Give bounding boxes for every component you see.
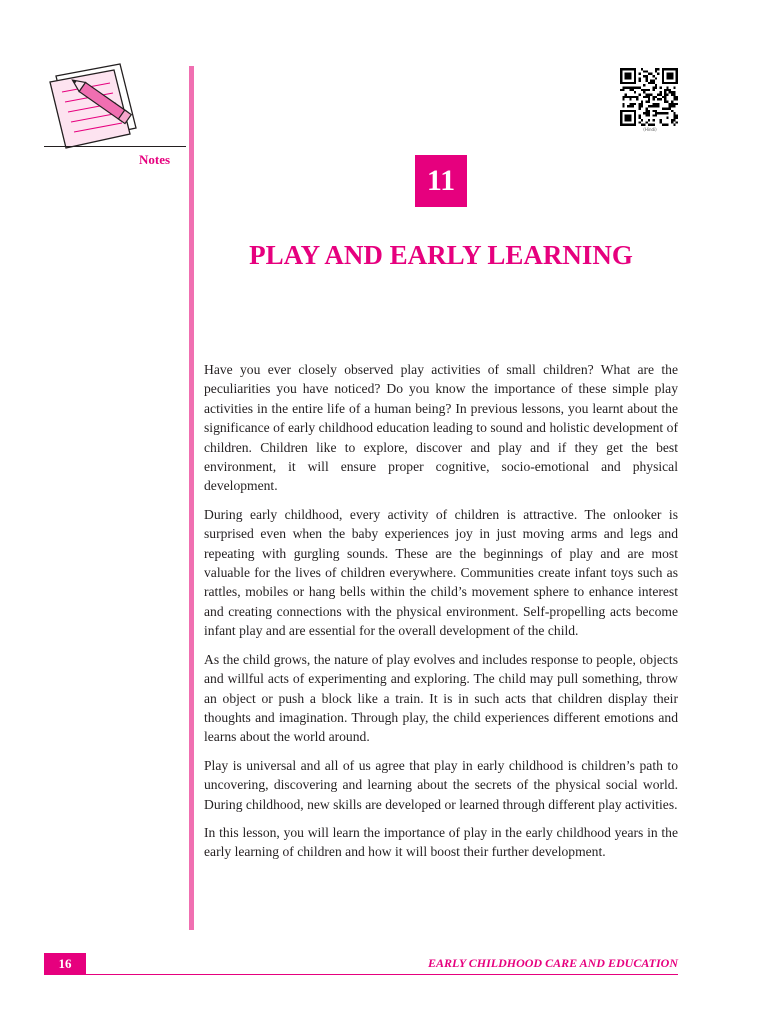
body-paragraph: In this lesson, you will learn the importance of play in the early childhood years in the early learning of children and how it will boost their further development.: [204, 824, 678, 860]
body-paragraph: Have you ever closely observed play activities of small children? What are the peculiarities you have noticed? Do you know the importance of these simple play activities in the entire life of a human being? In previous lessons, you learnt about the significance of early childhood education leading to sound and holistic development of children. Children like to explore, discover and play and if they get the best environment, it will ensure proper cognitive, socio-emotional and physical development.: [204, 362, 678, 494]
margin-bar: [189, 66, 194, 930]
body-text: [204, 360, 678, 871]
chapter-title: PLAY AND EARLY LEARNING: [249, 240, 633, 270]
footer-rule: [44, 974, 678, 975]
notes-label: Notes: [139, 152, 171, 167]
body-paragraph: During early childhood, every activity of children is attractive. The onlooker is surprised even when the baby experiences joy in just moving arms and legs and repeating with gurgling sounds. These are the beginnings of play and are most valuable for the lives of children everywhere. Communities create infant toys such as rattles, mobiles or hang bells within the child’s movement sphere to enhance interest and creating connections with the physical environment. Self-propelling acts become infant play and are essential for the overall development of the child.: [204, 506, 678, 639]
qr-code: [620, 68, 678, 126]
running-head: EARLY CHILDHOOD CARE AND EDUCATION: [427, 956, 678, 970]
notes-pencil-icon: [38, 62, 148, 150]
body-paragraph: As the child grows, the nature of play evolves and includes response to people, objects and willful acts of experimenting and exploring. The child may pull something, throw an object or push a block like a train. It is in such acts that children display their thoughts and imagination. Through play, the child experiences different emotions and learns about the world around.: [204, 651, 678, 745]
qr-caption: (Hindi): [643, 127, 657, 132]
page-number: 16: [44, 953, 86, 974]
body-paragraph: Play is universal and all of us agree that play in early childhood is children’s path to uncovering, discovering and learning about the secrets of the physical social world. During childhood, new skills are developed or learned through different play activities.: [204, 757, 678, 812]
notes-divider: [44, 146, 186, 147]
chapter-number: 11: [415, 155, 467, 207]
